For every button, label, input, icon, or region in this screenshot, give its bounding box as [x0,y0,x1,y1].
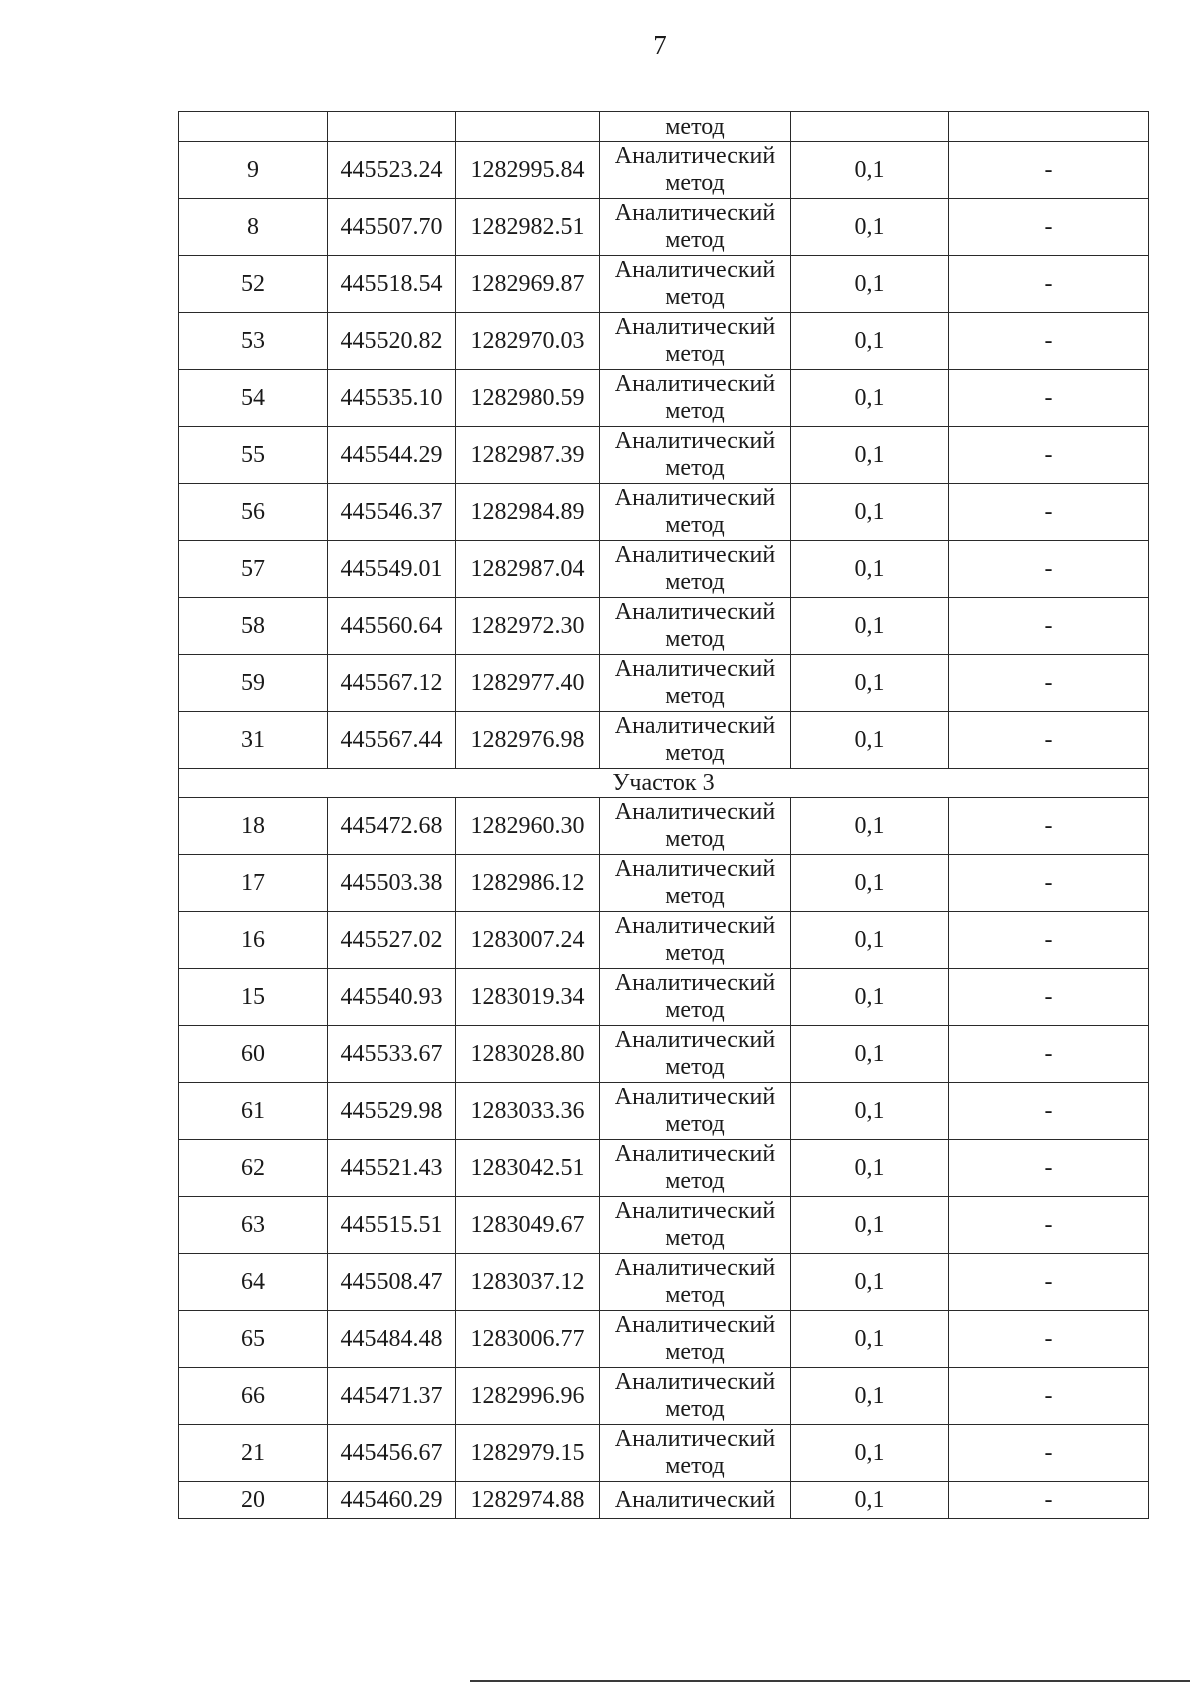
method-cell [600,655,791,712]
method-cell [600,1254,791,1311]
coord-x: 445544.29 [328,427,456,484]
coord-y: 1282986.12 [456,855,600,912]
method-cell [600,199,791,256]
accuracy: 0,1 [791,1311,949,1368]
accuracy: 0,1 [791,1368,949,1425]
method-line: Аналитический [614,1369,776,1395]
note: - [949,1482,1149,1519]
method-cell: метод [600,112,791,142]
point-number: 59 [179,655,328,712]
point-number: 63 [179,1197,328,1254]
table-row [179,912,1149,969]
accuracy: 0,1 [791,1482,949,1519]
accuracy: 0,1 [791,484,949,541]
point-number: 56 [179,484,328,541]
point-number: 21 [179,1425,328,1482]
point-number: 66 [179,1368,328,1425]
cell-empty [949,112,1149,142]
coord-x: 445567.44 [328,712,456,769]
note: - [949,598,1149,655]
method-line: метод [665,455,725,481]
note: - [949,912,1149,969]
method-line: Аналитический [614,257,776,283]
method-line: метод [665,1453,725,1479]
accuracy: 0,1 [791,855,949,912]
method-line: Аналитический [614,143,776,169]
method-line: Аналитический [614,856,776,882]
page-number: 7 [653,30,667,60]
table-row [179,256,1149,313]
point-number: 58 [179,598,328,655]
point-number: 17 [179,855,328,912]
method-line: метод [665,512,725,538]
coord-y: 1282984.89 [456,484,600,541]
method-cell [600,1083,791,1140]
cell-empty [791,112,949,142]
coord-y: 1283042.51 [456,1140,600,1197]
coord-y: 1282974.88 [456,1482,600,1519]
method-line: Аналитический [614,799,776,825]
cell-empty [328,112,456,142]
method-cell [600,142,791,199]
coord-y: 1282960.30 [456,798,600,855]
coord-x: 445546.37 [328,484,456,541]
method-line: метод [665,826,725,852]
coord-y: 1282977.40 [456,655,600,712]
method-line: метод [665,227,725,253]
coord-x: 445521.43 [328,1140,456,1197]
coord-x: 445503.38 [328,855,456,912]
table-row [179,1083,1149,1140]
note: - [949,798,1149,855]
section-row [179,769,1149,798]
method-line: метод [665,1054,725,1080]
accuracy: 0,1 [791,256,949,313]
method-line: метод [665,170,725,196]
note: - [949,142,1149,199]
coord-x: 445508.47 [328,1254,456,1311]
method-cell [600,1425,791,1482]
note: - [949,855,1149,912]
method-line: Аналитический [614,1084,776,1110]
coord-x: 445527.02 [328,912,456,969]
method-line: Аналитический [614,485,776,511]
table-row [179,1482,1149,1519]
method-line: метод [665,284,725,310]
point-number: 60 [179,1026,328,1083]
table-row [179,1140,1149,1197]
coord-x: 445515.51 [328,1197,456,1254]
table-row [179,969,1149,1026]
method-line: метод [665,740,725,766]
coord-y: 1283037.12 [456,1254,600,1311]
table-row [179,313,1149,370]
table-row [179,712,1149,769]
method-line: метод [665,1225,725,1251]
point-number: 64 [179,1254,328,1311]
method-line: метод [665,1282,725,1308]
point-number: 9 [179,142,328,199]
accuracy: 0,1 [791,142,949,199]
method-line: метод [665,341,725,367]
table-row [179,1254,1149,1311]
note: - [949,199,1149,256]
method-cell [600,1311,791,1368]
coord-x: 445535.10 [328,370,456,427]
note: - [949,969,1149,1026]
coordinates-table [178,111,1149,1519]
method-line: Аналитический [614,1312,776,1338]
method-cell [600,484,791,541]
table-row [179,1026,1149,1083]
coord-x: 445523.24 [328,142,456,199]
method-line: метод [665,1339,725,1365]
method-line: Аналитический [614,1141,776,1167]
footer-divider [470,1680,1190,1682]
point-number: 15 [179,969,328,1026]
method-line: Аналитический [614,1198,776,1224]
method-line: Аналитический [614,1486,776,1513]
coord-x: 445567.12 [328,655,456,712]
accuracy: 0,1 [791,1140,949,1197]
method-line: метод [665,883,725,909]
point-number: 8 [179,199,328,256]
point-number: 31 [179,712,328,769]
method-line: Аналитический [614,913,776,939]
note: - [949,484,1149,541]
accuracy: 0,1 [791,199,949,256]
coord-y: 1282982.51 [456,199,600,256]
section-title: Участок 3 [179,769,1149,798]
table-row [179,798,1149,855]
point-number: 57 [179,541,328,598]
accuracy: 0,1 [791,1425,949,1482]
accuracy: 0,1 [791,655,949,712]
note: - [949,712,1149,769]
coord-y: 1282995.84 [456,142,600,199]
point-number: 54 [179,370,328,427]
method-line: Аналитический [614,200,776,226]
table-row [179,199,1149,256]
accuracy: 0,1 [791,370,949,427]
table-row [179,484,1149,541]
method-line: метод [665,569,725,595]
method-line: Аналитический [614,314,776,340]
method-cell [600,1368,791,1425]
note: - [949,1140,1149,1197]
note: - [949,1254,1149,1311]
accuracy: 0,1 [791,712,949,769]
point-number: 52 [179,256,328,313]
method-line: метод [665,626,725,652]
coord-x: 445456.67 [328,1425,456,1482]
table-row [179,1425,1149,1482]
table-row [179,655,1149,712]
coord-x: 445460.29 [328,1482,456,1519]
coord-y: 1282972.30 [456,598,600,655]
method-cell [600,1026,791,1083]
method-cell [600,1197,791,1254]
note: - [949,1311,1149,1368]
method-cell [600,313,791,370]
method-line: метод [665,398,725,424]
accuracy: 0,1 [791,427,949,484]
note: - [949,256,1149,313]
coord-y: 1282987.39 [456,427,600,484]
coord-x: 445533.67 [328,1026,456,1083]
method-cell [600,712,791,769]
note: - [949,427,1149,484]
accuracy: 0,1 [791,598,949,655]
method-line: метод [665,1396,725,1422]
note: - [949,1425,1149,1482]
method-line: Аналитический [614,599,776,625]
point-number: 16 [179,912,328,969]
method-cell [600,370,791,427]
accuracy: 0,1 [791,1197,949,1254]
coord-y: 1283006.77 [456,1311,600,1368]
coord-y: 1282987.04 [456,541,600,598]
method-cell [600,1140,791,1197]
coord-x: 445549.01 [328,541,456,598]
note: - [949,1368,1149,1425]
coord-x: 445529.98 [328,1083,456,1140]
coord-x: 445520.82 [328,313,456,370]
method-line: Аналитический [614,1255,776,1281]
table-row [179,541,1149,598]
method-cell [600,798,791,855]
point-number: 20 [179,1482,328,1519]
note: - [949,370,1149,427]
accuracy: 0,1 [791,1083,949,1140]
method-line: Аналитический [614,656,776,682]
coord-y: 1282996.96 [456,1368,600,1425]
method-line: Аналитический [614,970,776,996]
coord-y: 1283019.34 [456,969,600,1026]
coord-x: 445472.68 [328,798,456,855]
method-line: Аналитический [614,1426,776,1452]
method-line: метод [665,940,725,966]
table-row-continuation [179,112,1149,142]
note: - [949,313,1149,370]
coord-x: 445560.64 [328,598,456,655]
method-line: Аналитический [614,542,776,568]
table-row [179,1197,1149,1254]
method-line: Аналитический [614,428,776,454]
note: - [949,1026,1149,1083]
coord-x: 445484.48 [328,1311,456,1368]
coord-y: 1283028.80 [456,1026,600,1083]
point-number: 62 [179,1140,328,1197]
method-cell [600,256,791,313]
coord-y: 1282979.15 [456,1425,600,1482]
note: - [949,1197,1149,1254]
coord-x: 445518.54 [328,256,456,313]
table-row [179,1311,1149,1368]
coord-y: 1282980.59 [456,370,600,427]
coord-x: 445471.37 [328,1368,456,1425]
accuracy: 0,1 [791,541,949,598]
accuracy: 0,1 [791,969,949,1026]
method-cell [600,541,791,598]
table-row [179,370,1149,427]
table-row [179,855,1149,912]
method-cell [600,855,791,912]
method-cell [600,969,791,1026]
point-number: 18 [179,798,328,855]
method-cell [600,427,791,484]
method-line: Аналитический [614,713,776,739]
coord-y: 1282976.98 [456,712,600,769]
coord-y: 1283007.24 [456,912,600,969]
method-line: метод [665,1168,725,1194]
accuracy: 0,1 [791,798,949,855]
method-line: метод [665,997,725,1023]
method-line: метод [665,1111,725,1137]
coord-y: 1283049.67 [456,1197,600,1254]
point-number: 53 [179,313,328,370]
coord-y: 1282970.03 [456,313,600,370]
accuracy: 0,1 [791,1026,949,1083]
method-line: Аналитический [614,1027,776,1053]
accuracy: 0,1 [791,313,949,370]
cell-empty [179,112,328,142]
point-number: 65 [179,1311,328,1368]
note: - [949,1083,1149,1140]
method-cell [600,912,791,969]
coord-y: 1283033.36 [456,1083,600,1140]
note: - [949,541,1149,598]
method-line: метод [665,683,725,709]
method-cell [600,1482,791,1519]
accuracy: 0,1 [791,1254,949,1311]
point-number: 61 [179,1083,328,1140]
point-number: 55 [179,427,328,484]
method-cell [600,598,791,655]
table-row [179,427,1149,484]
note: - [949,655,1149,712]
coord-x: 445507.70 [328,199,456,256]
coord-y: 1282969.87 [456,256,600,313]
table-row [179,1368,1149,1425]
coord-x: 445540.93 [328,969,456,1026]
table-row [179,142,1149,199]
accuracy: 0,1 [791,912,949,969]
cell-empty [456,112,600,142]
method-line: Аналитический [614,371,776,397]
table-row [179,598,1149,655]
